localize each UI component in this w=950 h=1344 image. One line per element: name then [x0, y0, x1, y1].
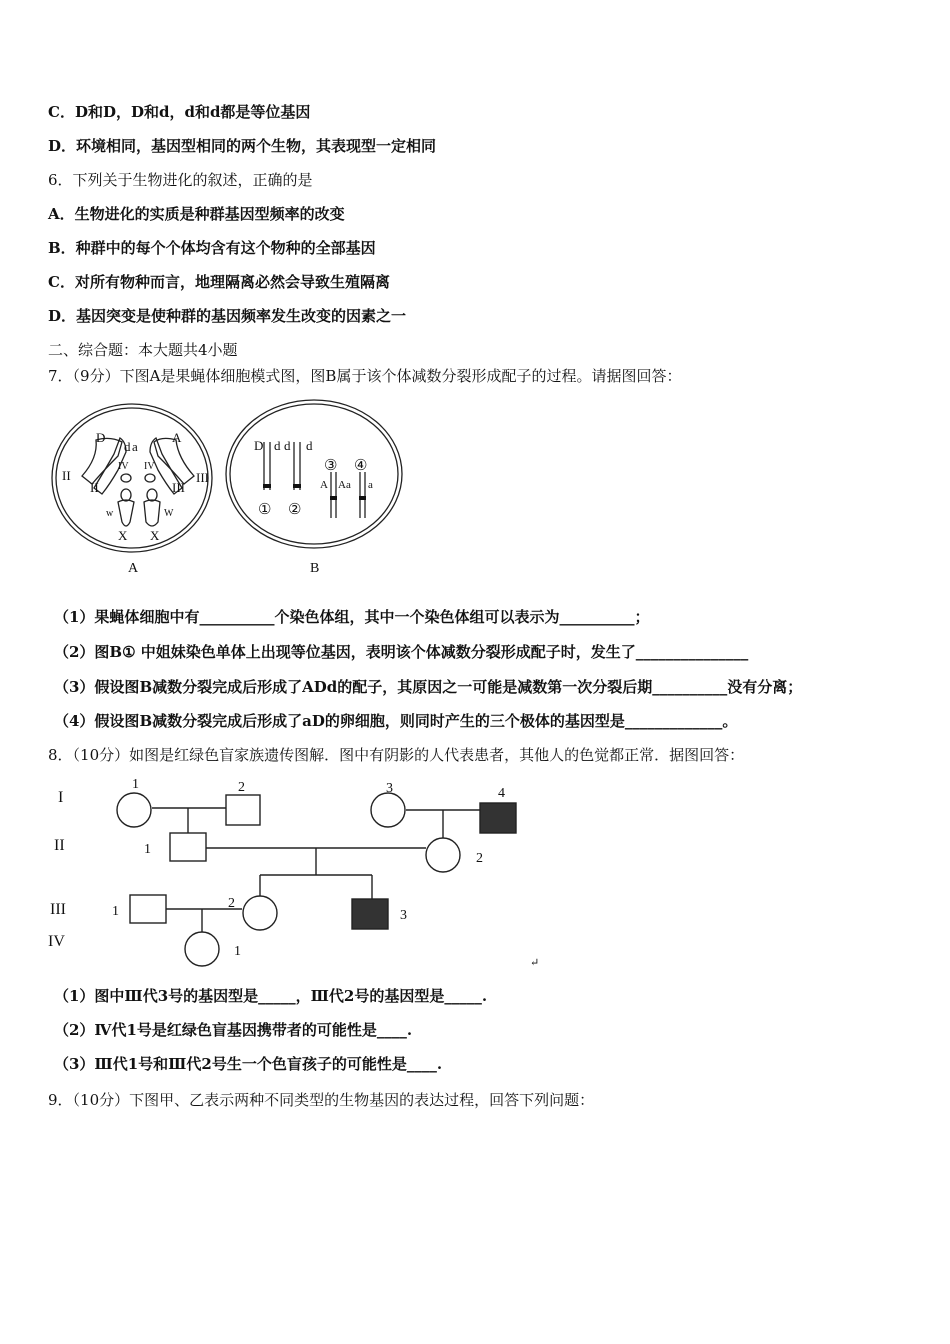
fig-b-circle-3: ③: [324, 458, 338, 474]
person-iii-2-female: [243, 896, 277, 930]
q6-option-b: B．种群中的每个个体均含有这个物种的全部基因: [48, 239, 376, 257]
fig-b-label-d-upper: D: [254, 438, 264, 453]
pedigree-chart: [48, 775, 548, 975]
section-2-heading: 二、综合题：本大题共4小题: [48, 341, 238, 359]
fig-b-label-d2: d: [284, 438, 291, 453]
person-i-3-female: [371, 793, 405, 827]
fig-b-circle-4: ④: [354, 458, 368, 474]
num-iv-1: 1: [234, 944, 241, 959]
person-iv-1-female: [185, 932, 219, 966]
q7-part-1: （1）果蝇体细胞中有__________个染色体组，其中一个染色体组可以表示为__________；: [54, 608, 650, 626]
fig-a-label-d-upper: D: [96, 430, 106, 445]
pedigree-generation-labels: [48, 789, 66, 950]
fig-a-label-ii-left2: II: [90, 480, 99, 495]
fig-a-label-d-lower: d: [124, 439, 131, 454]
num-ii-2: 2: [476, 851, 483, 866]
person-ii-2-female: [426, 838, 460, 872]
fig-b-label-d1: d: [274, 438, 281, 453]
q9-stem: 9．（10分）下图甲、乙表示两种不同类型的生物基因的表达过程，回答下列问题：: [48, 1091, 595, 1109]
figure-b-cell: [226, 400, 402, 548]
fig-a-label-iii-right: III: [172, 480, 185, 495]
q8-part-3: （3）Ⅲ代1号和Ⅲ代2号生一个色盲孩子的可能性是____.: [54, 1055, 443, 1073]
gen-label-iv: IV: [48, 933, 65, 950]
person-i-2-male: [226, 795, 260, 825]
fig-a-label-w-upper: W: [164, 508, 174, 519]
person-ii-1-male: [170, 833, 206, 861]
return-arrow-icon: ↵: [530, 957, 540, 969]
fig-b-circle-1: ①: [258, 502, 272, 518]
q6-option-d: D．基因突变是使种群的基因频率发生改变的因素之一: [48, 307, 407, 325]
figure-a-labels: [62, 430, 209, 576]
gen-label-iii: III: [50, 901, 66, 918]
q5-option-d: D．环境相同，基因型相同的两个生物，其表现型一定相同: [48, 137, 437, 155]
gen-label-i: I: [58, 789, 64, 806]
person-iii-3-affected-male: [352, 899, 388, 929]
num-i-4: 4: [498, 786, 505, 801]
q6-stem: 6．下列关于生物进化的叙述，正确的是: [48, 171, 313, 189]
num-iii-3: 3: [400, 908, 407, 923]
num-iii-2: 2: [228, 896, 235, 911]
q7-stem: 7．（9分）下图A是果蝇体细胞模式图，图B属于该个体减数分裂形成配子的过程。请据图回答：: [48, 367, 682, 385]
num-i-3: 3: [386, 781, 393, 796]
fig-a-label-a-lower: a: [132, 439, 138, 454]
q8-stem: 8．（10分）如图是红绿色盲家族遗传图解．图中有阴影的人代表患者，其他人的色觉都正常．据图回答：: [48, 746, 745, 764]
num-ii-1: 1: [144, 842, 151, 857]
pedigree-lines: [152, 808, 480, 933]
fig-a-label-a-upper: A: [172, 430, 182, 445]
fig-b-label-a-upper: A: [320, 479, 328, 491]
figure-b-labels: [254, 438, 373, 576]
num-i-1: 1: [132, 777, 139, 792]
person-i-4-affected-male: [480, 803, 516, 833]
fig-a-label-iv-left: IV: [118, 461, 129, 472]
fig-b-caption: B: [310, 561, 320, 576]
fig-b-label-a-lower: a: [368, 479, 373, 491]
person-i-1-female: [117, 793, 151, 827]
q7-part-4: （4）假设图B减数分裂完成后形成了aD的卵细胞，则同时产生的三个极体的基因型是_____________。: [54, 712, 738, 730]
fig-b-label-d3: d: [306, 438, 313, 453]
person-iii-1-male: [130, 895, 166, 923]
fig-a-caption: A: [128, 561, 139, 576]
figure-a-cell: [52, 404, 212, 552]
num-iii-1: 1: [112, 904, 119, 919]
gen-label-ii: II: [54, 837, 65, 854]
pedigree-numbers: [112, 777, 539, 969]
q8-part-2: （2）Ⅳ代1号是红绿色盲基因携带者的可能性是____.: [54, 1021, 413, 1039]
q6-option-c: C．对所有物种而言，地理隔离必然会导致生殖隔离: [48, 273, 390, 291]
figure-ab: [48, 398, 408, 583]
q6-option-a: A．生物进化的实质是种群基因型频率的改变: [48, 205, 345, 223]
fig-a-label-x-left: X: [118, 528, 128, 543]
fig-a-label-iv-right: IV: [144, 461, 155, 472]
fig-a-label-ii-left: II: [62, 468, 71, 483]
fig-b-circle-2: ②: [288, 502, 302, 518]
fig-b-label-aa: Aa: [338, 479, 351, 491]
fig-a-label-x-right: X: [150, 528, 160, 543]
q7-part-3: （3）假设图B减数分裂完成后形成了ADd的配子，其原因之一可能是减数第一次分裂后期__________没有分离；: [54, 678, 803, 696]
q8-part-1: （1）图中Ⅲ代3号的基因型是_____，Ⅲ代2号的基因型是_____.: [54, 987, 488, 1005]
q7-part-2: （2）图B① 中姐妹染色单体上出现等位基因，表明该个体减数分裂形成配子时，发生了_______________: [54, 643, 749, 661]
num-i-2: 2: [238, 780, 245, 795]
fig-a-label-iii-right2: III: [196, 470, 209, 485]
q5-option-c: C．D和D，D和d，d和d都是等位基因: [48, 103, 311, 121]
pedigree-individuals: [117, 793, 516, 966]
fig-a-label-w: w: [106, 508, 114, 519]
